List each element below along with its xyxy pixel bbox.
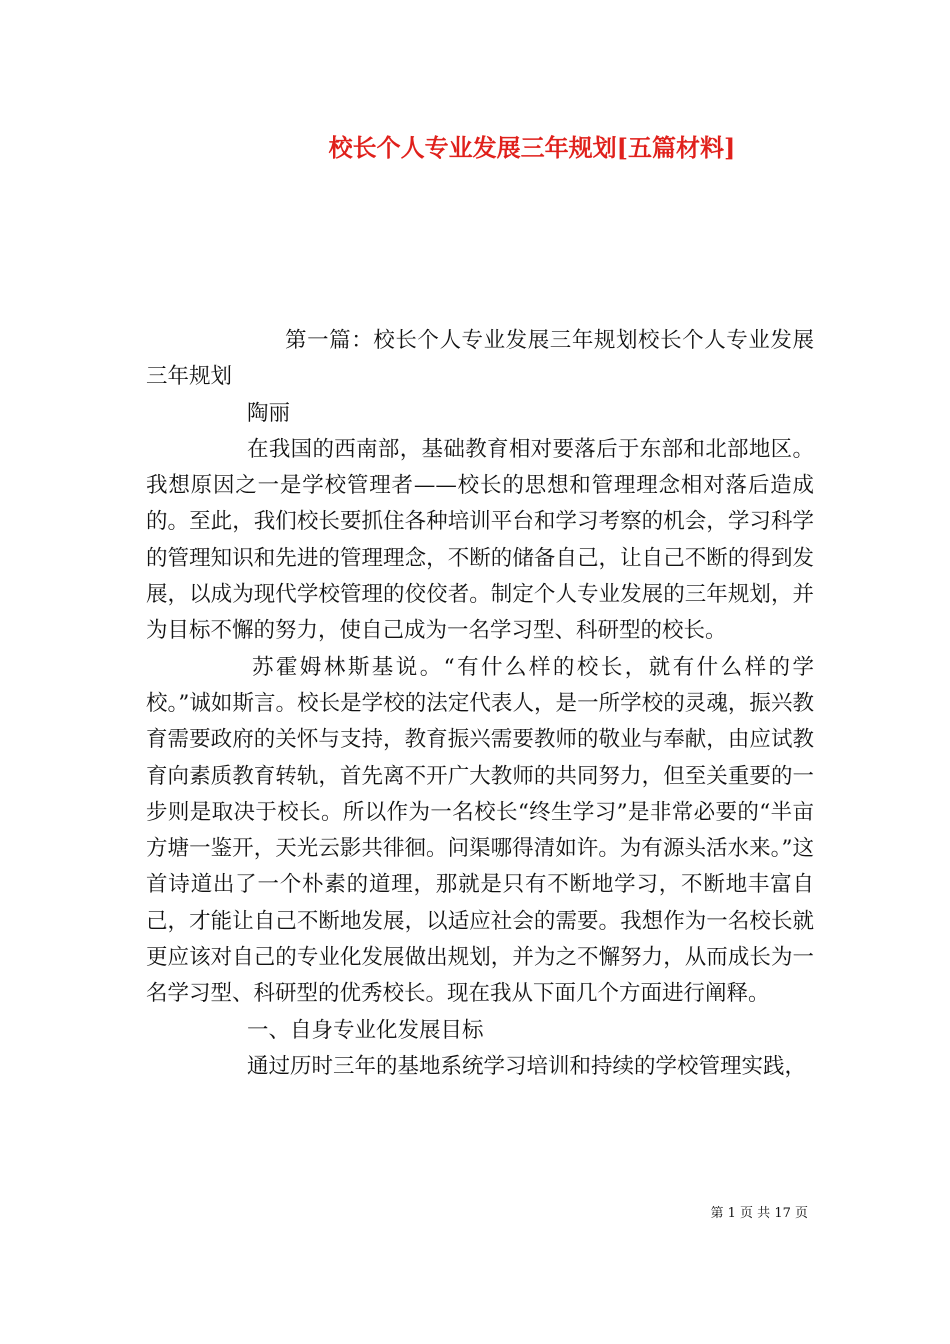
paragraph-2: 苏霍姆林斯基说。“有什么样的校长，就有什么样的学校。”诚如斯言。校长是学校的法定代表人，是一所学校的灵魂，振兴教育需要政府的关怀与支持，教育振兴需要教师的敬业与奉献，由应试教育向素质教育转轨，首先离不开广大教师的共同努力，但至关重要的一步则是取决于校长。所以作为一名校长“终生学习”是非常必要的“半亩方塘一鉴开，天光云影共徘徊。问渠哪得清如许。为有源头活水来。”这首诗道出了一个朴素的道理，那就是只有不断地学习，不断地丰富自己，才能让自己不断地发展，以适应社会的需要。我想作为一名校长就更应该对自己的专业化发展做出规划，并为之不懈努力，从而成长为一名学习型、科研型的优秀校长。现在我从下面几个方面进行阐释。 — [146, 654, 814, 1007]
document-body — [146, 323, 814, 1085]
document-title: 校长个人专业发展三年规划[五篇材料] — [328, 133, 736, 162]
section-subheading: 一、自身专业化发展目标 — [247, 1017, 484, 1043]
paragraph-1: 在我国的西南部，基础教育相对要落后于东部和北部地区。我想原因之一是学校管理者——校长的思想和管理理念相对落后造成的。至此，我们校长要抓住各种培训平台和学习考察的机会，学习科学的管理知识和先进的管理理念，不断的储备自己，让自己不断的得到发展，以成为现代学校管理的佼佼者。制定个人专业发展的三年规划，并为目标不懈的努力，使自己成为一名学习型、科研型的校长。 — [146, 436, 814, 644]
page-number-footer: 第 1 页 共 17 页 — [710, 1206, 808, 1221]
section-heading: 第一篇：校长个人专业发展三年规划校长个人专业发展三年规划 — [146, 328, 814, 390]
paragraph-3: 通过历时三年的基地系统学习培训和持续的学校管理实践， — [247, 1053, 807, 1079]
author-name: 陶丽 — [247, 400, 291, 426]
